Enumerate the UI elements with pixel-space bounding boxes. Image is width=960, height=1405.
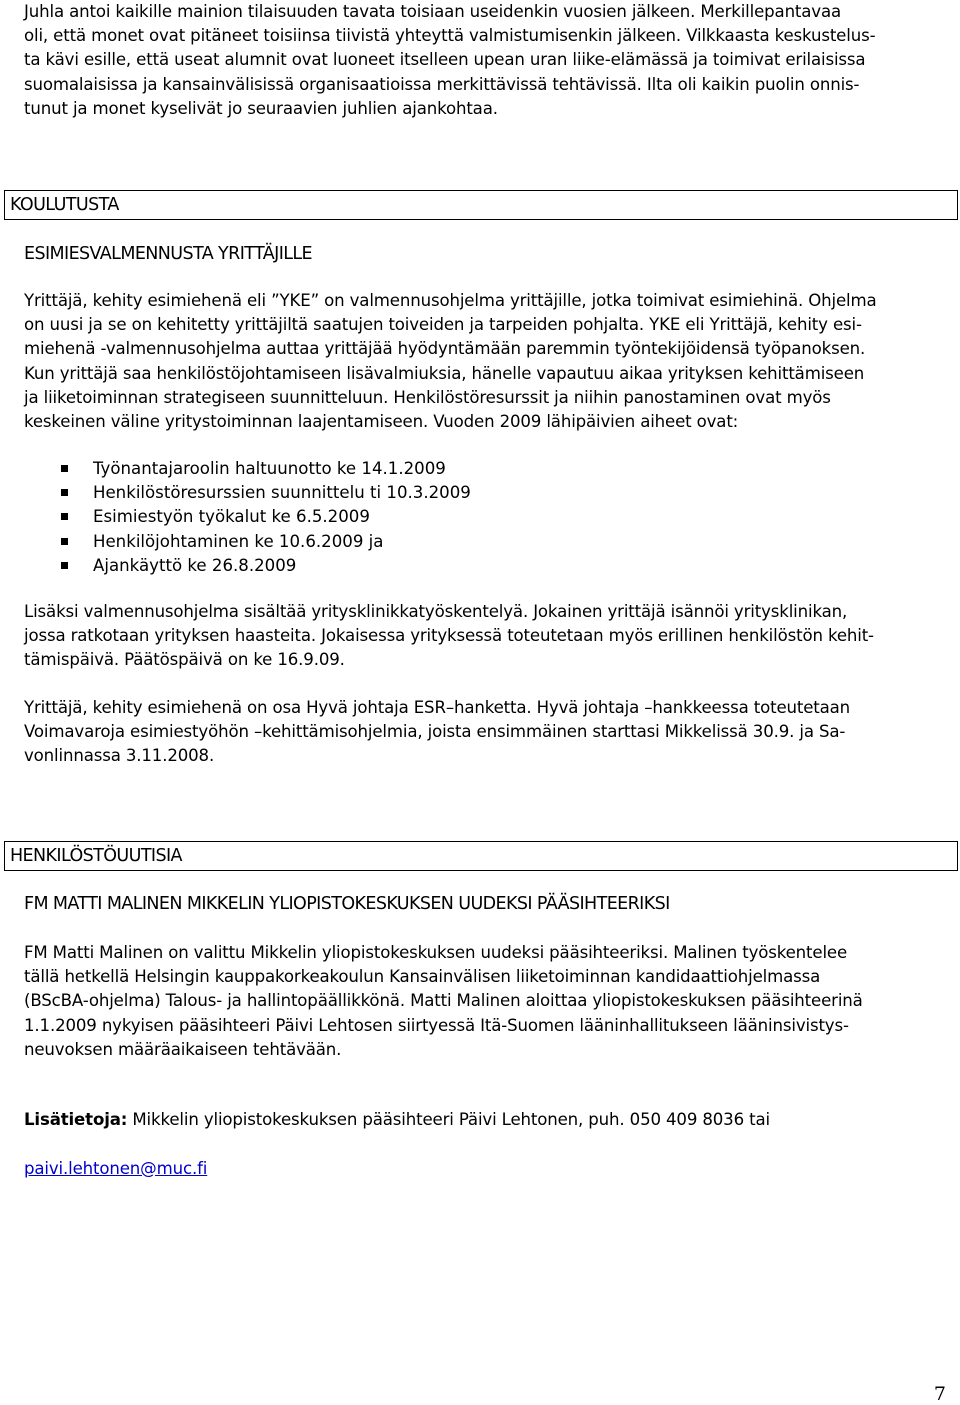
koulutusta-paragraph-1: Yrittäjä, kehity esimiehenä eli ”YKE” on valmennusohjelma yrittäjille, jotka toimivat esimiehinä. Ohjelma on uusi ja se on kehitetty yrittäjiltä saatujen toiveiden ja tarpeiden pohjalta. YKE eli Yrittäjä, kehity esi- miehenä -valmennusohjelma auttaa yrittäjää hyödyntämään paremmin työntekijöidensä työpanoksen. Kun yrittäjä saa henkilöstöjohtamiseen lisävalmiuksia, hänelle vapautuu aikaa yrityksen kehittämiseen ja liiketoiminnan strategiseen suunnitteluun. Henkilöstöresurssit ja niihin panostaminen ovat myös keskeinen väline yritystoiminnan laajentamiseen. Vuoden 2009 lähipäivien aiheet ovat: (24, 291, 877, 432)
bullet-square-icon (61, 465, 68, 472)
contact-text: Mikkelin yliopistokeskuksen pääsihteeri Päivi Lehtonen, puh. 050 409 8036 tai (127, 1110, 770, 1130)
henkilostouutisia-paragraph: FM Matti Malinen on valittu Mikkelin yliopistokeskuksen uudeksi pääsihteeriksi. Malinen työskentelee tällä hetkellä Helsingin kauppakorkeakoulun Kansainvälisen liiketoiminnan kandidaattiohjelmassa (BScBA-ohjelma) Talous- ja hallintopäällikkönä. Matti Malinen aloittaa yliopistokeskuksen pääsihteerinä 1.1.2009 nykyisen pääsihteeri Päivi Lehtosen siirtyessä Itä-Suomen lääninhallitukseen lääninsivistys- neuvoksen määräaikaiseen tehtävään. (24, 943, 863, 1059)
list-item: Henkilöjohtaminen ke 10.6.2009 ja (24, 530, 471, 554)
section-heading-henkilostouutisia: HENKILÖSTÖUUTISIA (4, 841, 958, 871)
list-item: Ajankäyttö ke 26.8.2009 (24, 554, 471, 578)
koulutusta-paragraph-3: Yrittäjä, kehity esimiehenä on osa Hyvä johtaja ESR–hanketta. Hyvä johtaja –hankkeessa toteutetaan Voimavaroja esimiestyöhön –kehittämisohjelmia, joista ensimmäinen starttasi Mikkelissä 30.9. ja Sa- vonlinnassa 3.11.2008. (24, 698, 851, 766)
list-item: Henkilöstöresurssien suunnittelu ti 10.3.2009 (24, 481, 471, 505)
list-item: Esimiestyön työkalut ke 6.5.2009 (24, 505, 471, 529)
bullet-square-icon (61, 489, 68, 496)
section-heading-koulutusta: KOULUTUSTA (4, 190, 958, 220)
topics-list (24, 457, 471, 578)
bullet-square-icon (61, 513, 68, 520)
koulutusta-subheading: ESIMIESVALMENNUSTA YRITTÄJILLE (24, 244, 313, 264)
page-number: 7 (933, 1383, 946, 1405)
henkilostouutisia-subheading: FM MATTI MALINEN MIKKELIN YLIOPISTOKESKUKSEN UUDEKSI PÄÄSIHTEERIKSI (24, 894, 670, 914)
bullet-square-icon (61, 538, 68, 545)
koulutusta-paragraph-2: Lisäksi valmennusohjelma sisältää yritysklinikkatyöskentelyä. Jokainen yrittäjä isännöi yritysklinikan, jossa ratkotaan yrityksen haasteita. Jokaisessa yrityksessä toteutetaan myös erillinen henkilöstön kehit- tämispäivä. Päätöspäivä on ke 16.9.09. (24, 602, 874, 670)
contact-label: Lisätietoja: (24, 1110, 128, 1130)
contact-email-link[interactable]: paivi.lehtonen@muc.fi (24, 1158, 208, 1178)
bullet-square-icon (61, 562, 68, 569)
intro-paragraph: Juhla antoi kaikille mainion tilaisuuden tavata toisiaan useidenkin vuosien jälkeen. Merkillepantavaa oli, että monet ovat pitäneet toisiinsa tiivistä yhteyttä valmistumisenkin jälkeen. Vilkkaasta keskustelus- ta kävi esille, että useat alumnit ovat luoneet itselleen upean uran liike-elämässä ja toimivat erilaisissa suomalaisissa ja kansainvälisissä organisaatioissa merkittävissä tehtävissä. Ilta oli kaikin puolin onnis- tunut ja monet kyselivät jo seuraavien juhlien ajankohtaa. (24, 2, 876, 118)
list-item: Työnantajaroolin haltuunotto ke 14.1.2009 (24, 457, 471, 481)
contact-line (24, 1084, 770, 1181)
